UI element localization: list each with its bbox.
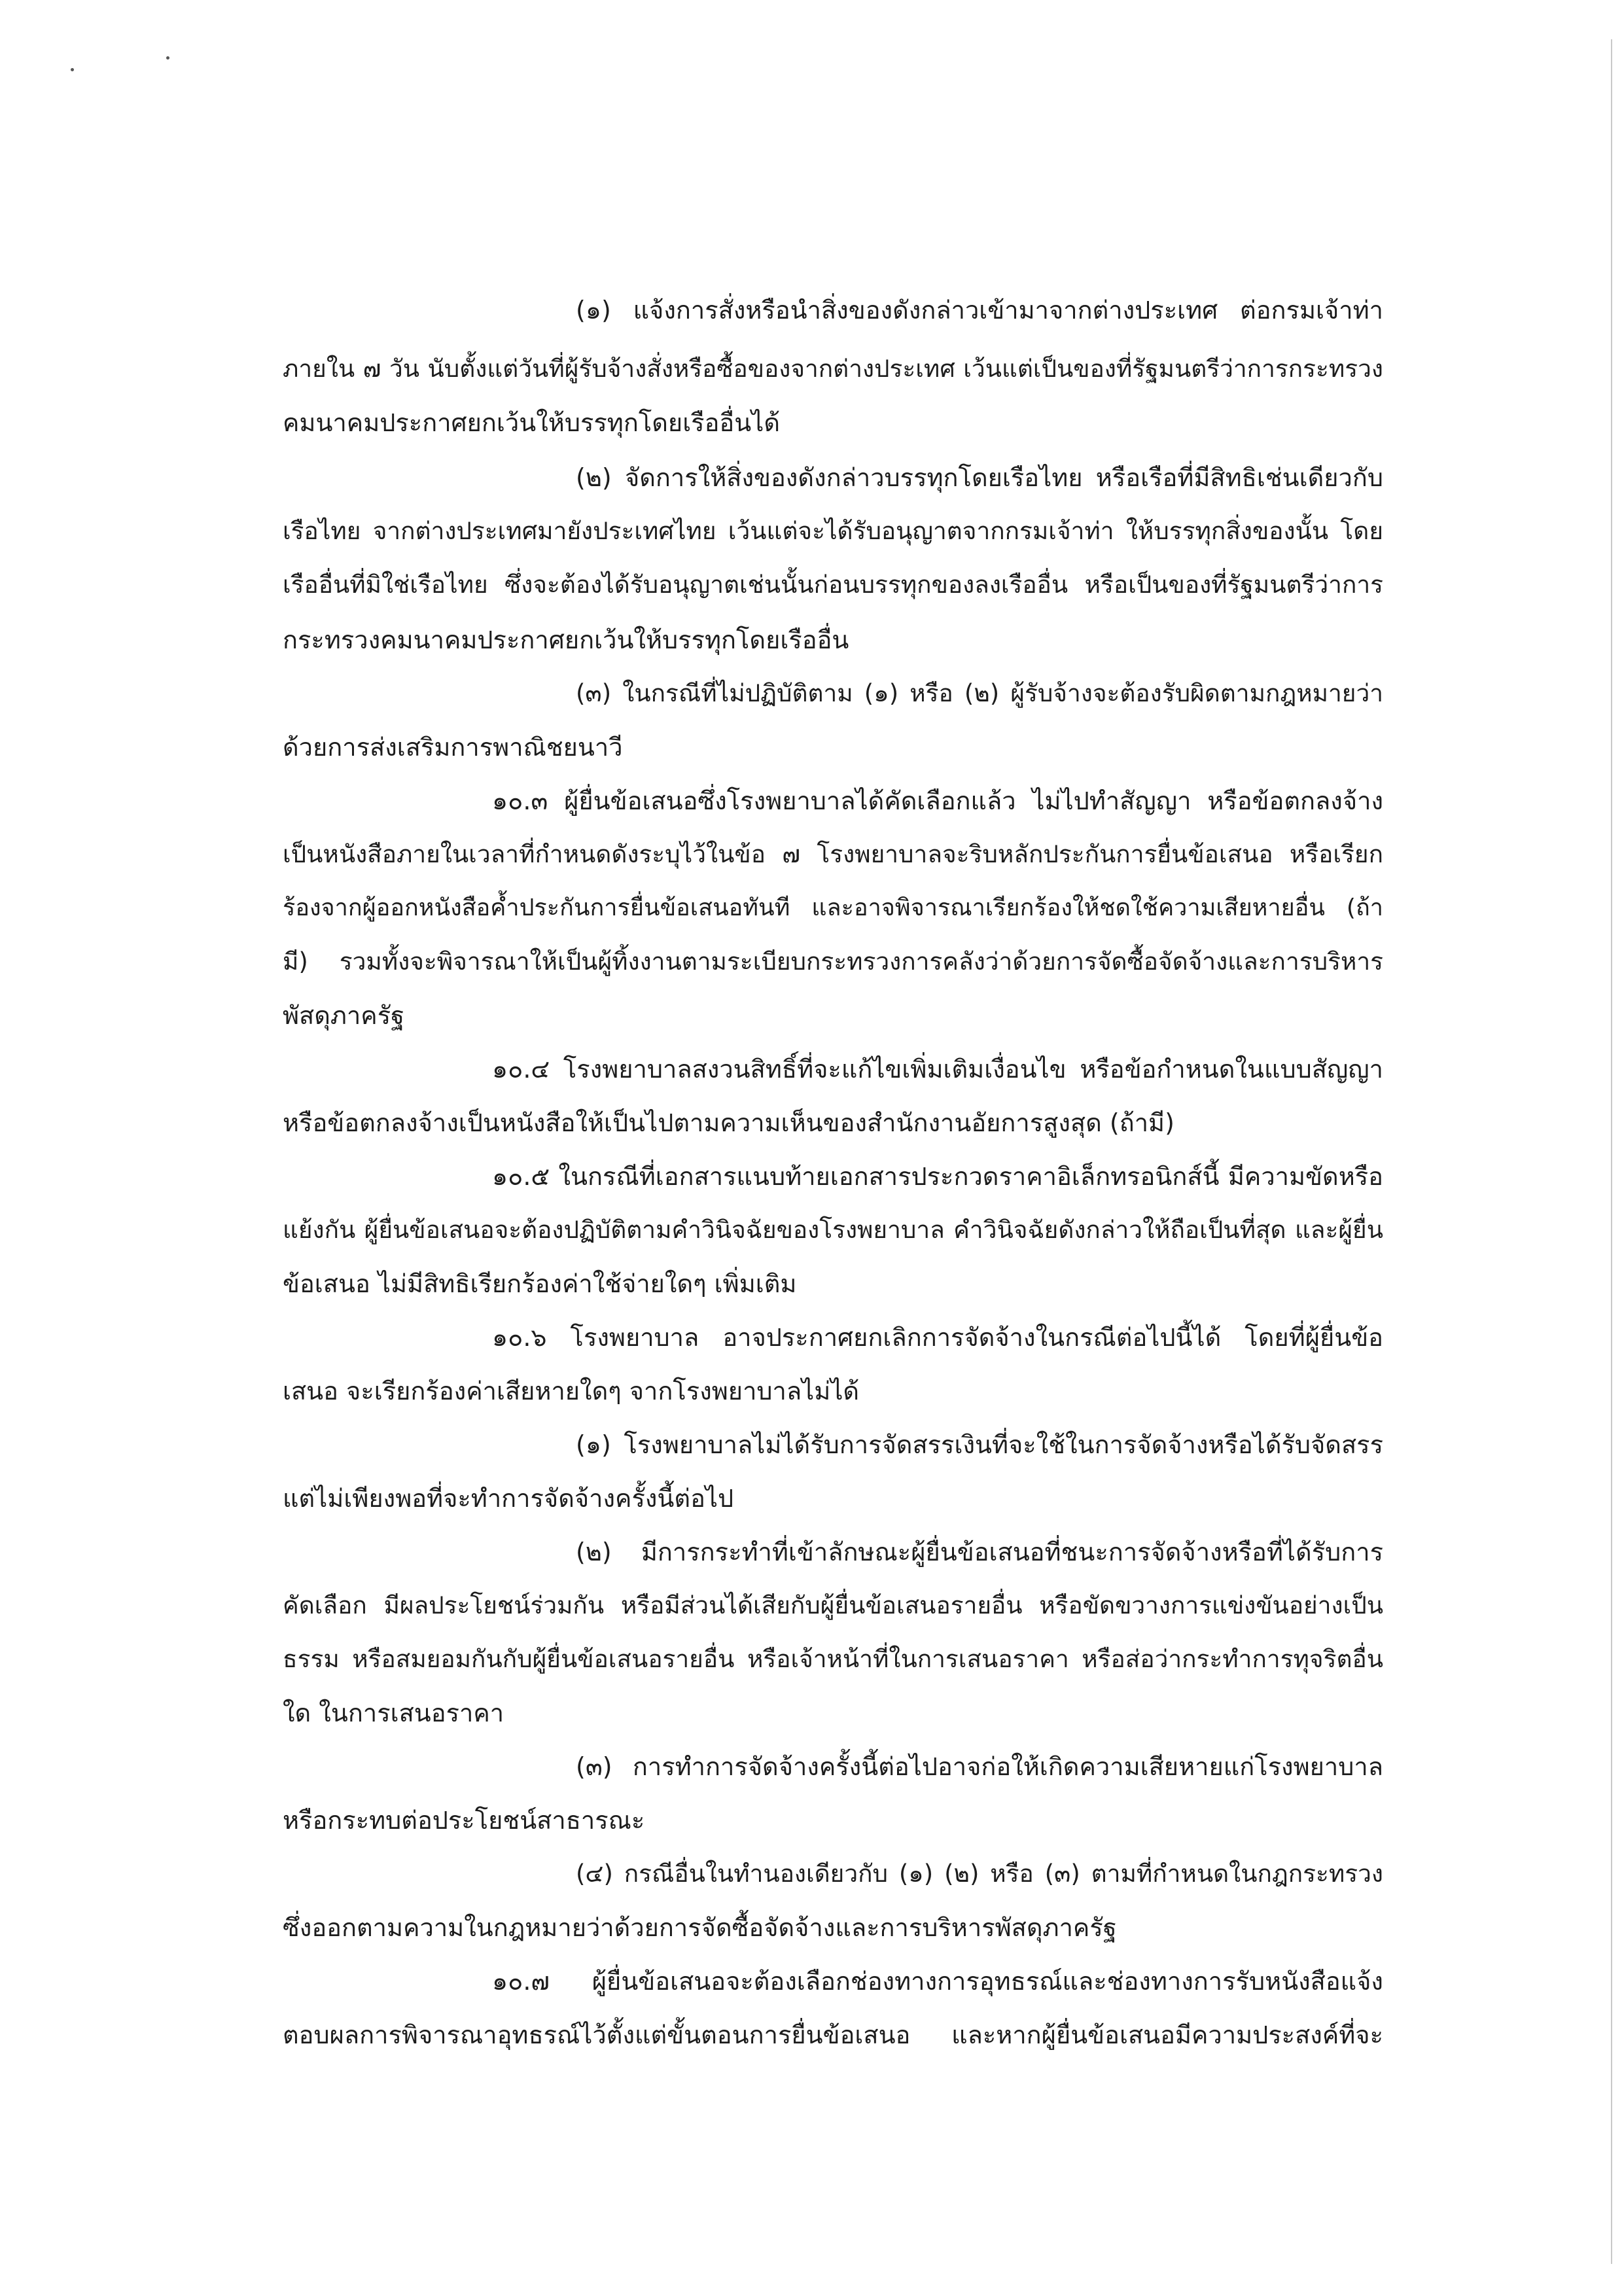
text-line: ๑๐.๓ ผู้ยื่นข้อเสนอซึ่งโรงพยาบาลได้คัดเลือกแล้ว ไม่ไปทำสัญญา หรือข้อตกลงจ้าง: [492, 786, 1383, 815]
text-line: เป็นหนังสือภายในเวลาที่กำหนดดังระบุไว้ในข้อ ๗ โรงพยาบาลจะริบหลักประกันการยื่นข้อเสนอ หรือเรียก: [283, 840, 1383, 868]
text-line: แย้งกัน ผู้ยื่นข้อเสนอจะต้องปฏิบัติตามคำวินิจฉัยของโรงพยาบาล คำวินิจฉัยดังกล่าวให้ถือเป็นที่สุด และผู้ยื่น: [283, 1216, 1383, 1244]
scan-dot: [166, 56, 169, 60]
text-line: เรือไทย จากต่างประเทศมายังประเทศไทย เว้นแต่จะได้รับอนุญาตจากกรมเจ้าท่า ให้บรรทุกสิ่งของนั้น โดย: [283, 517, 1383, 545]
text-line: เสนอ จะเรียกร้องค่าเสียหายใดๆ จากโรงพยาบาลไม่ได้: [283, 1377, 860, 1405]
text-line: ๑๐.๔ โรงพยาบาลสงวนสิทธิ์ที่จะแก้ไขเพิ่มเติมเงื่อนไข หรือข้อกำหนดในแบบสัญญา: [492, 1055, 1383, 1084]
text-line: ๑๐.๖ โรงพยาบาล อาจประกาศยกเลิกการจัดจ้างในกรณีต่อไปนี้ได้ โดยที่ผู้ยื่นข้อ: [492, 1323, 1383, 1352]
scan-edge-mark: [1611, 39, 1612, 2264]
text-line: (๓) ในกรณีที่ไม่ปฏิบัติตาม (๑) หรือ (๒) ผู้รับจ้างจะต้องรับผิดตามกฎหมายว่า: [576, 679, 1383, 707]
text-line: (๒) มีการกระทำที่เข้าลักษณะผู้ยื่นข้อเสนอที่ชนะการจัดจ้างหรือที่ได้รับการ: [576, 1538, 1383, 1566]
text-line: ซึ่งออกตามความในกฎหมายว่าด้วยการจัดซื้อจัดจ้างและการบริหารพัสดุภาครัฐ: [283, 1913, 1117, 1942]
text-line: ข้อเสนอ ไม่มีสิทธิเรียกร้องค่าใช้จ่ายใดๆ เพิ่มเติม: [283, 1269, 797, 1298]
scan-dot: [71, 68, 74, 71]
text-line: ด้วยการส่งเสริมการพาณิชยนาวี: [283, 733, 623, 762]
text-line: แต่ไม่เพียงพอที่จะทำการจัดจ้างครั้งนี้ต่อไป: [283, 1484, 734, 1513]
text-line: มี) รวมทั้งจะพิจารณาให้เป็นผู้ทิ้งงานตามระเบียบกระทรวงการคลังว่าด้วยการจัดซื้อจัดจ้างและการบริหาร: [283, 947, 1383, 976]
text-line: เรืออื่นที่มิใช่เรือไทย ซึ่งจะต้องได้รับอนุญาตเช่นนั้นก่อนบรรทุกของลงเรืออื่น หรือเป็นของที่รัฐมนตรีว่าการ: [283, 571, 1383, 599]
text-line: (๑) แจ้งการสั่งหรือนำสิ่งของดังกล่าวเข้ามาจากต่างประเทศ ต่อกรมเจ้าท่า: [576, 296, 1383, 325]
text-line: หรือข้อตกลงจ้างเป็นหนังสือให้เป็นไปตามความเห็นของสำนักงานอัยการสูงสุด (ถ้ามี): [283, 1108, 1174, 1137]
text-line: พัสดุภาครัฐ: [283, 1001, 405, 1030]
text-line: (๒) จัดการให้สิ่งของดังกล่าวบรรทุกโดยเรือไทย หรือเรือที่มีสิทธิเช่นเดียวกับ: [576, 463, 1383, 492]
text-line: ร้องจากผู้ออกหนังสือค้ำประกันการยื่นข้อเสนอทันที และอาจพิจารณาเรียกร้องให้ชดใช้ความเสียหายอื่น (ถ้า: [283, 894, 1383, 921]
text-line: (๔) กรณีอื่นในทำนองเดียวกับ (๑) (๒) หรือ (๓) ตามที่กำหนดในกฎกระทรวง: [576, 1860, 1383, 1888]
text-line: กระทรวงคมนาคมประกาศยกเว้นให้บรรทุกโดยเรืออื่น: [283, 626, 849, 654]
text-line: ภายใน ๗ วัน นับตั้งแต่วันที่ผู้รับจ้างสั่งหรือซื้อของจากต่างประเทศ เว้นแต่เป็นของที่รัฐมนตรีว่าการกระทรวง: [283, 355, 1383, 383]
text-line: คัดเลือก มีผลประโยชน์ร่วมกัน หรือมีส่วนได้เสียกับผู้ยื่นข้อเสนอรายอื่น หรือขัดขวางการแข่งขันอย่างเป็น: [283, 1591, 1383, 1619]
text-line: (๑) โรงพยาบาลไม่ได้รับการจัดสรรเงินที่จะใช้ในการจัดจ้างหรือได้รับจัดสรร: [576, 1430, 1383, 1459]
text-line: ธรรม หรือสมยอมกันกับผู้ยื่นข้อเสนอรายอื่น หรือเจ้าหน้าที่ในการเสนอราคา หรือส่อว่ากระทำการทุจริตอื่น: [283, 1645, 1383, 1673]
text-line: ๑๐.๗ ผู้ยื่นข้อเสนอจะต้องเลือกช่องทางการอุทธรณ์และช่องทางการรับหนังสือแจ้ง: [492, 1967, 1383, 1996]
text-line: ใด ในการเสนอราคา: [283, 1699, 504, 1727]
text-line: (๓) การทำการจัดจ้างครั้งนี้ต่อไปอาจก่อให้เกิดความเสียหายแก่โรงพยาบาล: [576, 1752, 1383, 1781]
text-line: คมนาคมประกาศยกเว้นให้บรรทุกโดยเรืออื่นได้: [283, 408, 780, 437]
text-line: ๑๐.๕ ในกรณีที่เอกสารแนบท้ายเอกสารประกวดราคาอิเล็กทรอนิกส์นี้ มีความขัดหรือ: [492, 1162, 1383, 1191]
text-line: ตอบผลการพิจารณาอุทธรณ์ไว้ตั้งแต่ขั้นตอนการยื่นข้อเสนอ และหากผู้ยื่นข้อเสนอมีความประสงค์ที่จะ: [283, 2021, 1383, 2049]
text-line: หรือกระทบต่อประโยชน์สาธารณะ: [283, 1806, 645, 1835]
